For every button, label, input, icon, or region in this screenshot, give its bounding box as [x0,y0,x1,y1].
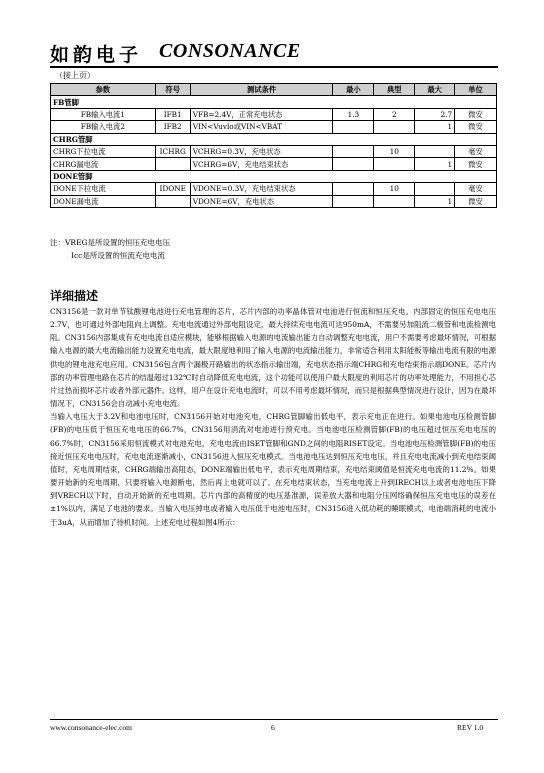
footer-website: www.consonance-elec.com [50,723,132,732]
unit-cell: 毫安 [455,145,497,157]
description-body [50,305,496,529]
param-cell: FB输入电流1 [51,108,156,120]
symbol-cell: ICHRG [155,145,190,157]
symbol-cell: IDONE [155,183,190,195]
param-cell: FB输入电流2 [51,121,156,133]
param-cell: DONE下拉电流 [51,183,156,195]
col-header: 最大 [415,84,455,96]
typ-cell: 10 [374,183,415,195]
table-header-row [51,84,497,96]
table-row [51,108,497,120]
max-cell: 2.7 [415,108,455,120]
electrical-characteristics-table [50,83,497,208]
note-vreg: 注：VREG是所设置的恒压充电电压 [50,238,171,247]
param-cell: DONE漏电流 [51,195,156,207]
min-cell [333,121,374,133]
max-cell: 1 [415,195,455,207]
typ-cell [374,158,415,170]
section-label: FB管脚 [51,96,497,108]
param-cell: CHRG漏电流 [51,158,156,170]
footer-rule [50,719,498,720]
typ-cell [374,121,415,133]
symbol-cell [155,195,190,207]
col-header: 参数 [51,84,156,96]
min-cell [333,195,374,207]
min-cell [333,183,374,195]
max-cell: 1 [415,158,455,170]
col-header: 单位 [455,84,497,96]
condition-cell: VDONE=0.3V，充电结束状态 [190,183,333,195]
footer-page-number: 6 [271,723,275,732]
param-cell: CHRG下拉电流 [51,145,156,157]
section-row-fb [51,96,497,108]
table-row [51,145,497,157]
paragraph: 当输入电压大于3.2V和电池电压时，CN3156开始对电池充电，CHRG管脚输出低电平，表示充电正在进行。如果电池电压检测管脚(FB)的电压低于恒压充电电压的66.7%，CN3156用涓流对电池进行预充电。当电池电压检测管脚(FB)的电压超过恒压充电电压的66.7%时，CN3156采用恒流模式对电池充电，充电电流由ISET管脚和GND之间的电阻RISET设定。当电池电压检测管脚(FB)的电压接近恒压充电电压时，充电电流逐渐减小，CN3156进入恒压充电模式。当电池电压达到恒压充电电压，并且充电电流减小到充电结束阈值时，充电周期结束，CHRG端输出高阻态，DONE端输出低电平，表示充电周期结束，充电结束阈值是恒流充电电流的11.2%。如果要开始新的充电周期，只要将输入电源断电，然后再上电就可以了。在充电结束状态，当充电电流上升到IRECH以上或者电池电压下降到VRECH以下时，自动开始新的充电周期。芯片内部的高精度的电压基准源，误差放大器和电阻分压网络确保恒压充电电压的误差在±1%以内，满足了电池的要求。当输入电压掉电或者输入电压低于电池电压时，CN3156进入低功耗的睡眠模式，电池端消耗的电流小于3uA，从而增加了待机时间。上述充电过程如图4所示： [50,412,496,527]
company-name-en: CONSONANCE [159,40,301,62]
section-label: DONE管脚 [51,170,497,182]
section-row-done [51,170,497,182]
symbol-cell: IFB1 [155,108,190,120]
symbol-cell [155,158,190,170]
unit-cell: 微安 [455,158,497,170]
unit-cell: 毫安 [455,183,497,195]
max-cell [415,145,455,157]
table-row [51,195,497,207]
condition-cell: VIN<Vuvlo或VIN<VBAT [190,121,333,133]
condition-cell: VFB=2.4V，正常充电状态 [190,108,333,120]
header-rule [50,66,498,68]
unit-cell: 微安 [455,195,497,207]
unit-cell: 微安 [455,121,497,133]
table-row [51,158,497,170]
max-cell [415,183,455,195]
min-cell [333,158,374,170]
symbol-cell: IFB2 [155,121,190,133]
section-label: CHRG管脚 [51,133,497,145]
section-row-chrg [51,133,497,145]
max-cell: 1 [415,121,455,133]
table-row [51,121,497,133]
col-header: 最小 [333,84,374,96]
typ-cell [374,195,415,207]
table-row [51,183,497,195]
col-header: 典型 [374,84,415,96]
typ-cell: 10 [374,145,415,157]
condition-cell: VDONE=6V，充电状态 [190,195,333,207]
condition-cell: VCHRG=0.3V，充电状态 [190,145,333,157]
continued-label: （接上页） [55,71,95,80]
paragraph: CN3156是一款对单节钛酸锂电池进行充电管理的芯片，芯片内部的功率晶体管对电池进行恒流和恒压充电。内部固定的恒压充电电压2.7V，也可通过外部电阻向上调整。充电电流通过外部电阻设定，最大持续充电电流可达950mA，不需要另加阻流二极管和电流检测电阻。CN3156内部集成有充电电流自适应模块，能够根据输入电源的电流输出能力自动调整充电电流，用户不需要考虑最坏情况，可根据输入电源的最大电流输出能力设置充电电流，最大限度地利用了输入电源的电流输出能力，非常适合利用太阳能板等输出电流有限的电源供电的锂电池充电应用。CN3156包含两个漏极开路输出的状态指示输出端，充电状态指示端CHRG和充电结束指示端DONE。芯片内部的功率管理电路在芯片的结温超过132℃时自动降低充电电流，这个功能可以使用户最大限度的利用芯片的功率处理能力，不用担心芯片过热而损坏芯片或者外部元器件。这样，用户在设计充电电流时，可以不用考虑最坏情况，而只是根据典型情况进行设计，因为在最坏情况下，CN3156会自动减小充电电流。 [50,307,496,409]
unit-cell: 微安 [455,108,497,120]
min-cell: 1.3 [333,108,374,120]
note-icc: Icc是所设置的恒流充电电流 [71,251,165,260]
section-title: 详细描述 [50,289,99,303]
footer-revision: REV 1.0 [457,723,484,732]
company-name-cn: 如韵电子 [50,44,143,66]
typ-cell: 2 [374,108,415,120]
condition-cell: VCHRG=6V，充电结束状态 [190,158,333,170]
min-cell [333,145,374,157]
col-header: 符号 [155,84,190,96]
table-notes [50,236,170,262]
col-header: 测试条件 [190,84,333,96]
